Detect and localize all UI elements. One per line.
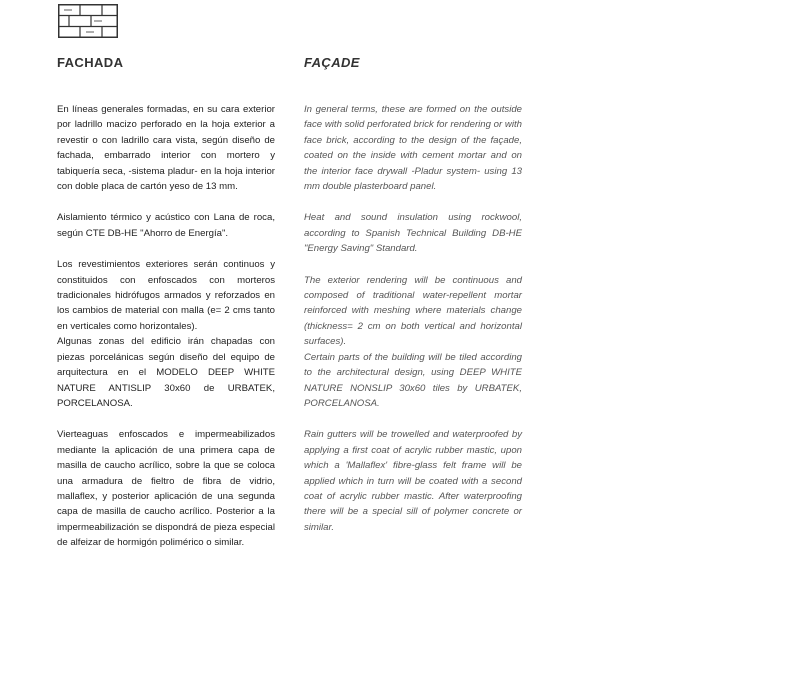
english-paragraph-gutters: Rain gutters will be trowelled and waterproofed by applying a first coat of acrylic rubber mastic, upon which a 'Mallaflex' fibre-glass felt frame will be applied which in turn will be coated with a second coat of acrylic rubber mastic. After waterproofing there will be a special sill of polymer concrete or similar. [304, 429, 522, 533]
english-paragraph-insulation: Heat and sound insulation using rockwool, according to Spanish Technical Building DB-HE "Energy Saving" Standard. [304, 212, 522, 255]
english-paragraph-tiling: Certain parts of the building will be tiled according to the architectural design, using DEEP WHITE NATURE NONSLIP 30x60 tiles by URBATEK, PORCELANOSA. [304, 351, 522, 409]
spanish-paragraph-walls: En líneas generales formadas, en su cara exterior por ladrillo macizo perforado en la hoja exterior a revestir o con ladrillo cara vista, según diseño de fachada, embarrado interior con mortero y tabiquería seca, -sistema pladur- en la hoja interior con doble placa de cartón yeso de 13 mm. [57, 104, 275, 193]
spanish-paragraph-gutters: Vierteaguas enfoscados e impermeabilizados mediante la aplicación de una primera capa de masilla de caucho acrílico, sobre la que se coloca una armadura de fieltro de fibra de vidrio, mallaflex, y posterior aplicación de una segunda capa de masilla de caucho acrílico. Posterior a la impermeabilización se dispondrá de pieza especial de alfeizar de hormigón polimérico o similar. [57, 429, 275, 549]
brick-wall-icon [58, 4, 118, 38]
spanish-heading: FACHADA [57, 55, 124, 70]
spanish-paragraph-rendering: Los revestimientos exteriores serán continuos y constituidos con enfoscados con morteros tradicionales hidrófugos armados y reforzados en los cambios de material con malla (e= 2 cms tanto en verticales como horizontales). [57, 259, 275, 332]
english-heading: FAÇADE [304, 55, 360, 70]
spanish-paragraph-tiling: Algunas zonas del edificio irán chapadas con piezas porcelánicas según diseño del equipo de arquitectura en el MODELO DEEP WHITE NATURE ANTISLIP 30x60 de URBATEK, PORCELANOSA. [57, 336, 275, 409]
spanish-paragraph-insulation: Aislamiento térmico y acústico con Lana de roca, según CTE DB-HE "Ahorro de Energía". [57, 212, 275, 239]
spanish-column [57, 54, 275, 567]
english-paragraph-walls: In general terms, these are formed on the outside face with solid perforated brick for rendering or with face brick, according to the design of the façade, coated on the inside with cement mortar and on the interior face drywall -Pladur system- using 13 mm double plasterboard panel. [304, 104, 522, 193]
english-column [304, 54, 522, 551]
english-paragraph-rendering: The exterior rendering will be continuous and composed of traditional water-repellent mortar reinforced with meshing where materials change (thickness= 2 cm on both vertical and horizontal surfaces). [304, 274, 522, 348]
